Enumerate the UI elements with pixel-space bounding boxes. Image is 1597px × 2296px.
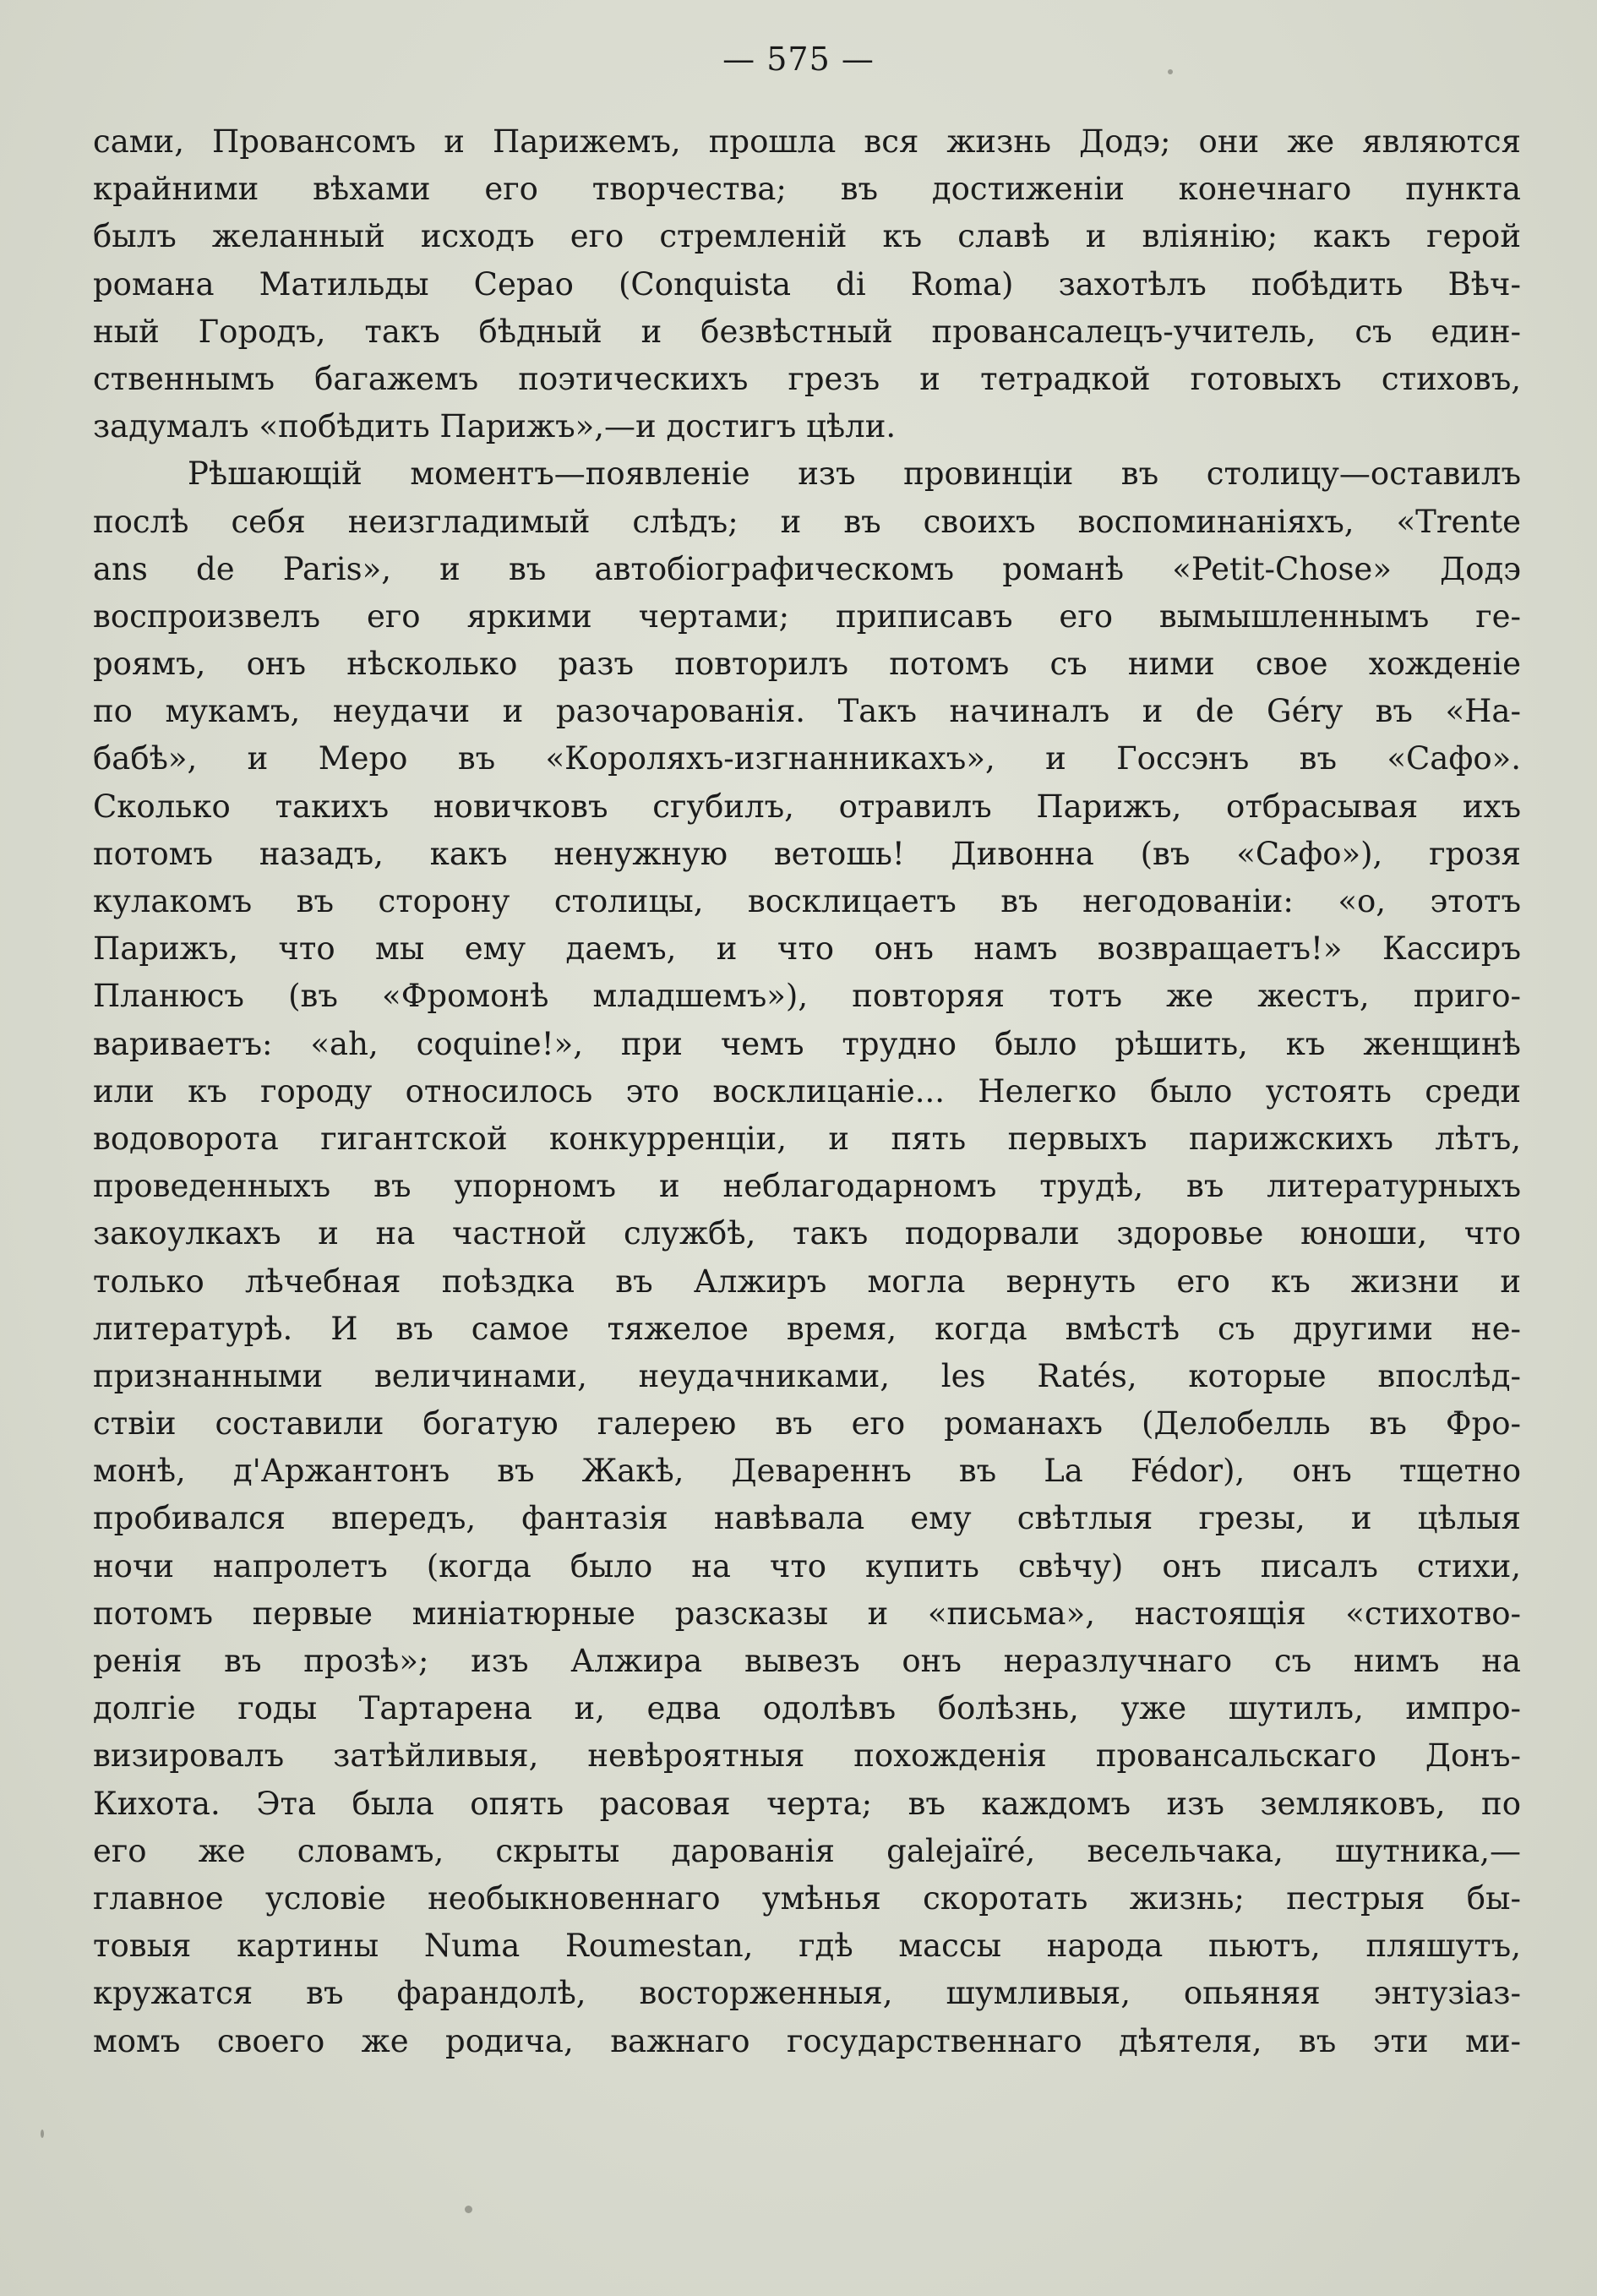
paper-speck xyxy=(465,2206,472,2213)
body-text xyxy=(93,118,1521,2065)
page-number: — 575 — xyxy=(722,41,875,78)
text-line: былъ желанный исходъ его стремленій къ славѣ и вліянію; какъ герой xyxy=(93,218,1521,255)
text-line: вариваетъ: «ah, coquine!», при чемъ трудно было рѣшить, къ женщинѣ xyxy=(93,1025,1521,1062)
text-line: ственнымъ багажемъ поэтическихъ грезъ и тетрадкой готовыхъ стиховъ, xyxy=(93,360,1521,397)
text-line: роямъ, онъ нѣсколько разъ повторилъ потомъ съ ними свое хожденіе xyxy=(93,646,1521,683)
text-line: Парижъ, что мы ему даемъ, и что онъ намъ возвращаетъ!» Кассиръ xyxy=(93,930,1521,968)
text-line: долгіе годы Тартарена и, едва одолѣвъ болѣзнь, уже шутилъ, импро- xyxy=(93,1690,1521,1727)
text-line: Сколько такихъ новичковъ сгубилъ, отравилъ Парижъ, отбрасывая ихъ xyxy=(93,788,1521,825)
text-line: ans de Paris», и въ автобіографическомъ романѣ «Petit-Chose» Додэ xyxy=(93,550,1521,587)
text-line: пробивался впередъ, фантазія навѣвала ему свѣтлыя грезы, и цѣлыя xyxy=(93,1500,1521,1537)
text-line: его же словамъ, скрыты дарованія galejaïré, весельчака, шутника,— xyxy=(93,1832,1521,1869)
text-line: сами, Провансомъ и Парижемъ, прошла вся жизнь Додэ; они же являются xyxy=(93,123,1521,160)
text-line: монѣ, д'Аржантонъ въ Жакѣ, Девареннъ въ La Fédor), онъ тщетно xyxy=(93,1453,1521,1490)
paper-speck xyxy=(41,2130,44,2138)
text-line: потомъ первые миніатюрные разсказы и «письма», настоящія «стихотво- xyxy=(93,1595,1521,1632)
text-line: признанными величинами, неудачниками, les Ratés, которые впослѣд- xyxy=(93,1357,1521,1394)
text-line: потомъ назадъ, какъ ненужную ветошь! Дивонна (въ «Сафо»), грозя xyxy=(93,835,1521,872)
text-line: бабѣ», и Меро въ «Короляхъ-изгнанникахъ», и Госсэнъ въ «Сафо». xyxy=(93,740,1521,777)
text-line: задумалъ «побѣдить Парижъ»,—и достигъ цѣли. xyxy=(93,408,897,445)
text-line: ночи напролетъ (когда было на что купить свѣчу) онъ писалъ стихи, xyxy=(93,1547,1521,1584)
text-line: кружатся въ фарандолѣ, восторженныя, шумливыя, опьяняя энтузіаз- xyxy=(93,1975,1521,2012)
text-line: ствіи составили богатую галерею въ его романахъ (Делобелль въ Фро- xyxy=(93,1405,1521,1442)
text-line: визировалъ затѣйливыя, невѣроятныя похожденія провансальскаго Донъ- xyxy=(93,1737,1521,1775)
text-line: литературѣ. И въ самое тяжелое время, когда вмѣстѣ съ другими не- xyxy=(93,1310,1521,1347)
text-line: только лѣчебная поѣздка въ Алжиръ могла вернуть его къ жизни и xyxy=(93,1263,1521,1300)
text-line: воспроизвелъ его яркими чертами; приписавъ его вымышленнымъ ге- xyxy=(93,597,1521,635)
text-line: момъ своего же родича, важнаго государственнаго дѣятеля, въ эти ми- xyxy=(93,2022,1521,2059)
text-line: крайними вѣхами его творчества; въ достиженіи конечнаго пункта xyxy=(93,171,1521,208)
text-line: послѣ себя неизгладимый слѣдъ; и въ своихъ воспоминаніяхъ, «Trente xyxy=(93,503,1521,540)
text-line: Рѣшающій моментъ—появленіе изъ провинціи въ столицу—оставилъ xyxy=(188,455,1521,493)
text-line: водоворота гигантской конкурренціи, и пять первыхъ парижскихъ лѣтъ, xyxy=(93,1120,1521,1157)
text-line: романа Матильды Серао (Conquista di Roma) захотѣлъ побѣдить Вѣч- xyxy=(93,265,1521,303)
text-line: по мукамъ, неудачи и разочарованія. Такъ начиналъ и de Géry въ «На- xyxy=(93,693,1521,730)
text-line: ренія въ прозѣ»; изъ Алжира вывезъ онъ неразлучнаго съ нимъ на xyxy=(93,1643,1521,1679)
text-line: Планюсъ (въ «Фромонѣ младшемъ»), повторяя тотъ же жестъ, приго- xyxy=(93,978,1521,1015)
text-line: товыя картины Numa Roumestan, гдѣ массы народа пьютъ, пляшутъ, xyxy=(93,1928,1521,1965)
text-line: или къ городу относилось это восклицаніе... Нелегко было устоять среди xyxy=(93,1072,1521,1110)
text-line: закоулкахъ и на частной службѣ, такъ подорвали здоровье юноши, что xyxy=(93,1215,1521,1252)
text-line: главное условіе необыкновеннаго умѣнья скоротать жизнь; пестрыя бы- xyxy=(93,1879,1521,1917)
paper-speck xyxy=(1168,69,1173,74)
text-line: проведенныхъ въ упорномъ и неблагодарномъ трудѣ, въ литературныхъ xyxy=(93,1168,1521,1205)
text-line: Кихота. Эта была опять расовая черта; въ каждомъ изъ земляковъ, по xyxy=(93,1785,1521,1822)
text-line: кулакомъ въ сторону столицы, восклицаетъ въ негодованіи: «о, этотъ xyxy=(93,883,1521,919)
text-line: ный Городъ, такъ бѣдный и безвѣстный провансалецъ-учитель, съ един- xyxy=(93,313,1521,350)
